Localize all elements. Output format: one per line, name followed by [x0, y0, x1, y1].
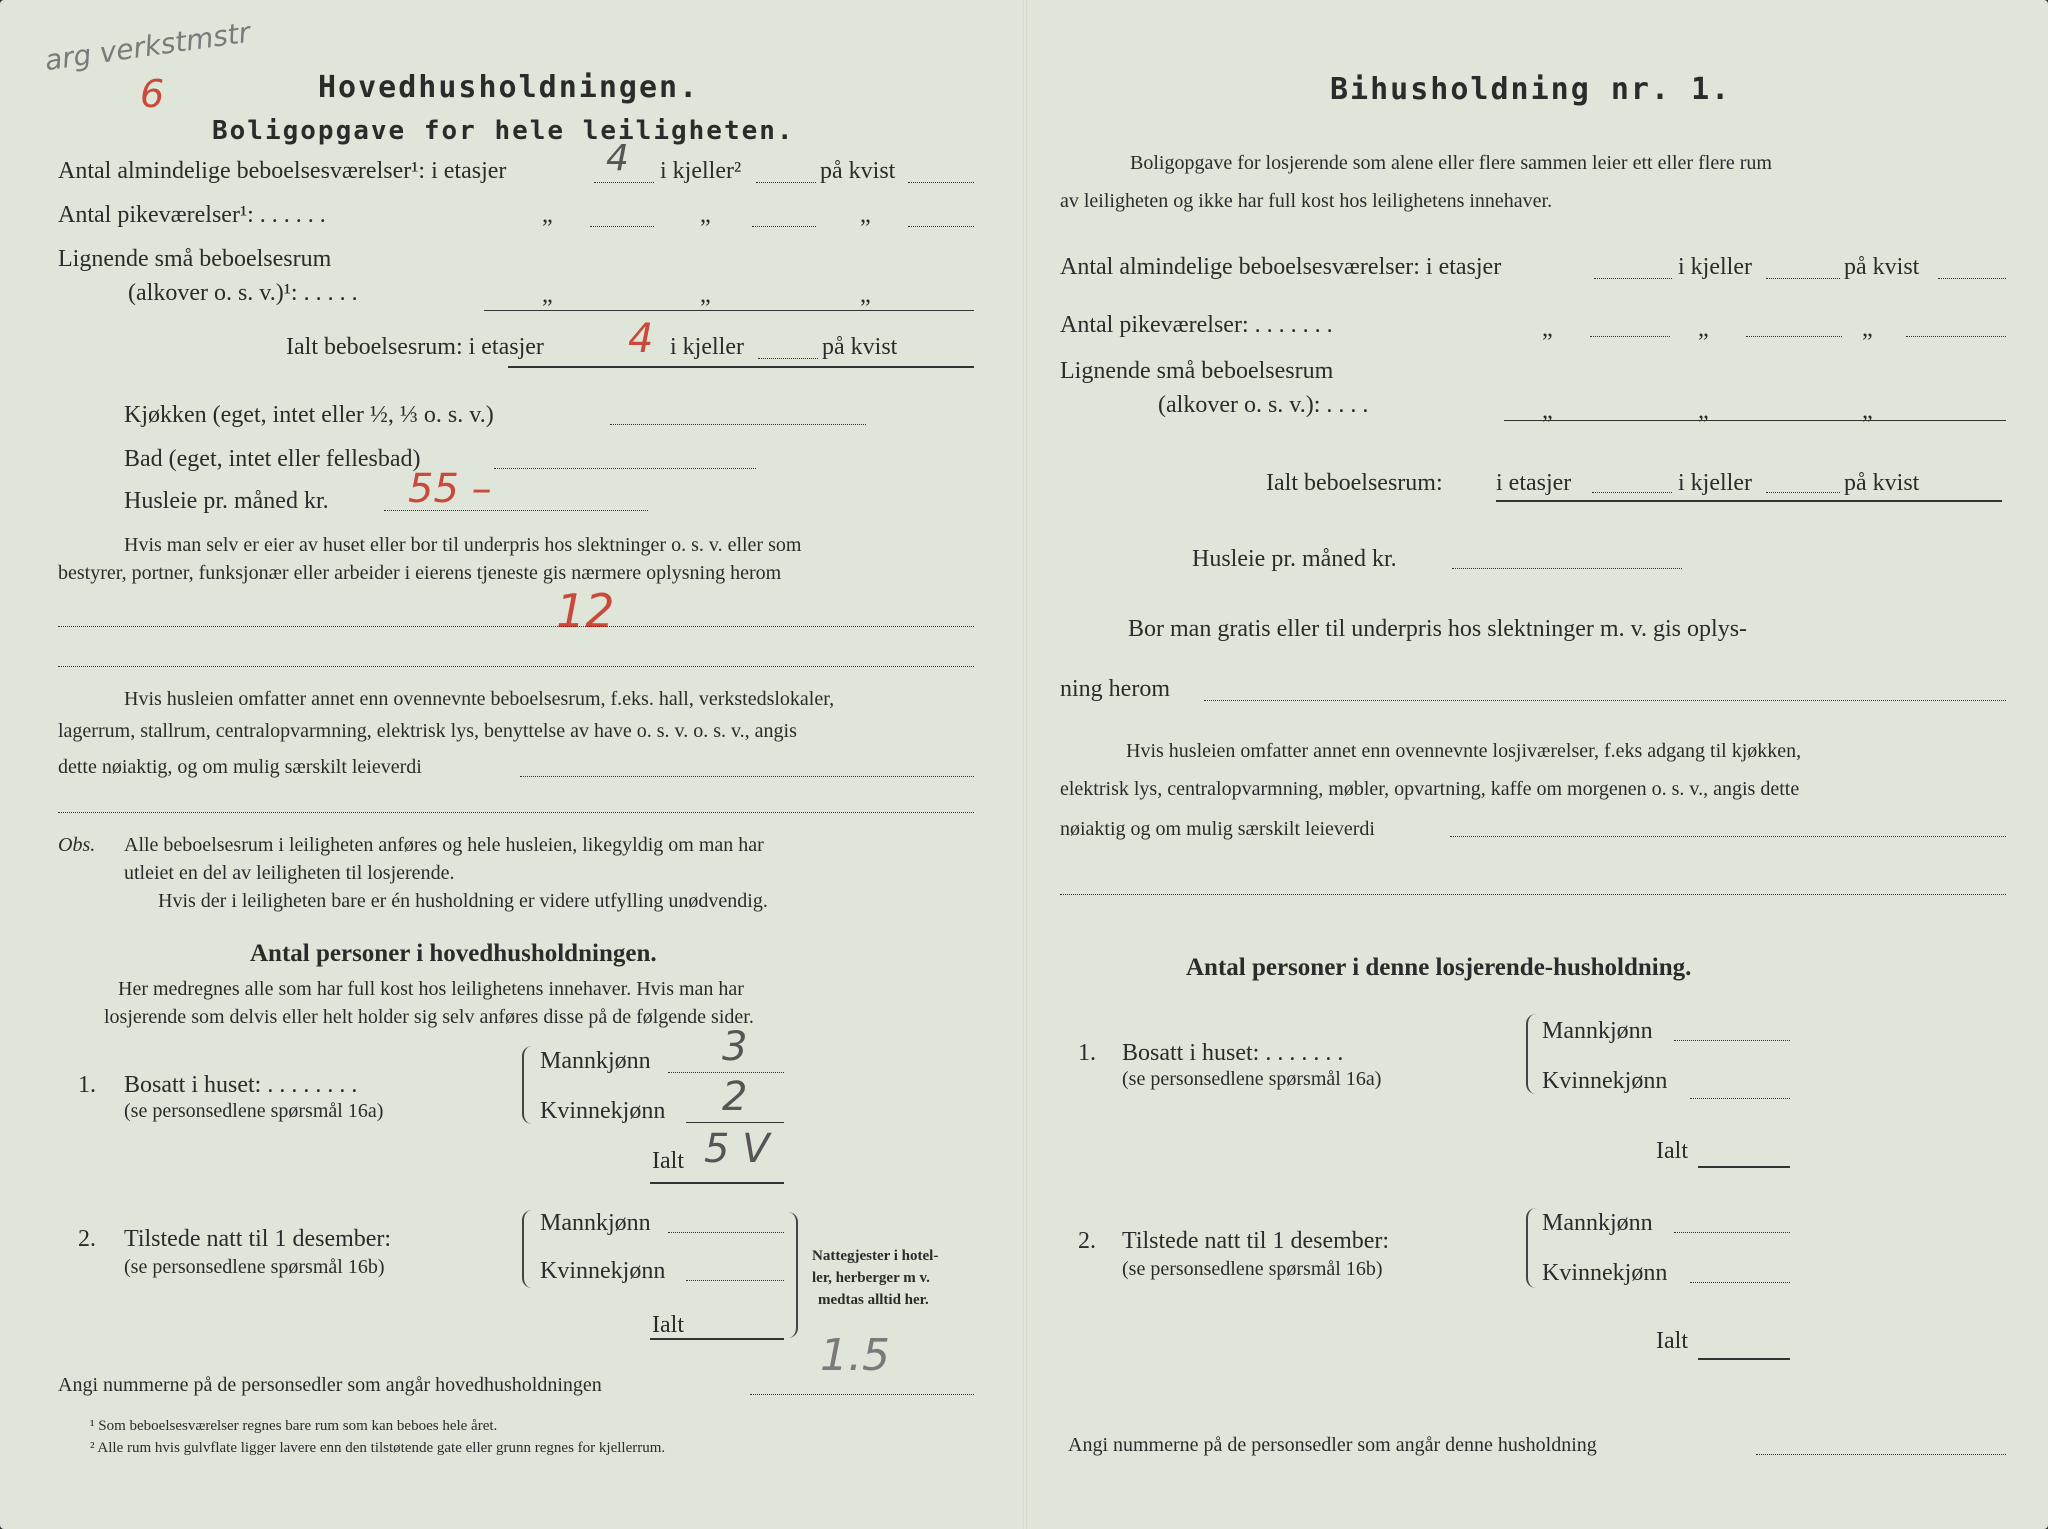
right-gratis-2: ning herom	[1060, 676, 1170, 702]
omfatter-text-3: dette nøiaktig, og om mulig særskilt leieverdi	[58, 756, 422, 778]
right-row1-etasjer-line	[1594, 278, 1672, 279]
bad-label: Bad (eget, intet eller fellesbad)	[124, 446, 421, 472]
q1-sublabel: (se personsedlene spørsmål 16a)	[124, 1100, 384, 1122]
right-row2-line-3	[1906, 336, 2006, 337]
eier-value: 12	[556, 584, 615, 638]
right-ialt-kvist: på kvist	[1844, 470, 1920, 496]
right-q1-kvinne-line	[1690, 1098, 1790, 1099]
right-ialt-underline	[1496, 500, 2002, 502]
q2-kvinne-line	[686, 1280, 784, 1281]
row2-ditto-1: „	[542, 202, 553, 228]
nattegjester-text-1: Nattegjester i hotel-	[812, 1248, 939, 1264]
row1-kjeller-label: i kjeller²	[660, 158, 742, 184]
omfatter-text-2: lagerrum, stallrum, centralopvarmning, elektrisk lys, benyttelse av have o. s. v. o. s. v., angis	[58, 720, 797, 742]
row1-etasjer-value: 4	[606, 138, 629, 179]
q2-mann-line	[668, 1232, 784, 1233]
persons-text-2: losjerende som delvis eller helt holder sig selv anføres disse på de følgende sider.	[104, 1006, 754, 1028]
right-row2-line-1	[1590, 336, 1670, 337]
right-row3b-label: (alkover o. s. v.): . . . .	[1158, 392, 1369, 418]
ialt-etasjer-value: 4	[628, 316, 654, 362]
right-ialt-label: Ialt beboelsesrum:	[1266, 470, 1443, 496]
right-row2-ditto-1: „	[1542, 316, 1553, 342]
right-angi-text: Angi nummerne på de personsedler som angår denne husholdning	[1068, 1434, 1597, 1456]
q1-mann-line	[668, 1072, 784, 1073]
q1-mann-label: Mannkjønn	[540, 1048, 651, 1074]
row2-label: Antal pikeværelser¹: . . . . . .	[58, 202, 326, 228]
right-page	[1026, 0, 2048, 1529]
q2-label: Tilstede natt til 1 desember:	[124, 1226, 392, 1252]
annotation-number: 6	[140, 72, 165, 116]
right-q1-number: 1.	[1078, 1040, 1096, 1066]
q1-ialt-label: Ialt	[652, 1148, 684, 1174]
right-ialt-kjeller-line	[1766, 492, 1840, 493]
eier-line-1	[58, 626, 974, 627]
q1-number: 1.	[78, 1072, 96, 1098]
right-row1-kvist-line	[1938, 278, 2006, 279]
ialt-underline	[508, 366, 974, 368]
right-q2-number: 2.	[1078, 1228, 1096, 1254]
omfatter-text-1: Hvis husleien omfatter annet enn ovennevnte beboelsesrum, f.eks. hall, verkstedslokaler,	[124, 688, 835, 710]
husleie-line	[384, 510, 648, 511]
right-gratis-1: Bor man gratis eller til underpris hos slektninger m. v. gis oplys-	[1128, 616, 1748, 642]
right-omfatter-2: elektrisk lys, centralopvarmning, møbler, opvartning, kaffe om morgenen o. s. v., angis dette	[1060, 778, 1800, 800]
footnote-2: ² Alle rum hvis gulvflate ligger lavere enn den tilstøtende gate eller grunn regnes for kjellerrum.	[90, 1440, 666, 1456]
pencil-annotation-top: arg verkstmstr	[42, 15, 253, 78]
right-q2-ialt-label: Ialt	[1656, 1328, 1688, 1354]
q1-label: Bosatt i huset: . . . . . . . .	[124, 1072, 358, 1098]
right-omfatter-line-1	[1450, 836, 2006, 837]
nattegjester-text-3: medtas alltid her.	[818, 1292, 929, 1308]
right-husleie-line	[1452, 568, 1682, 569]
obs-label: Obs.	[58, 834, 96, 856]
husleie-value: 55 –	[408, 466, 492, 512]
right-row2-line-2	[1746, 336, 1842, 337]
obs-text-3: Hvis der i leiligheten bare er én husholdning er videre utfylling unødvendig.	[158, 890, 768, 912]
eier-text-2: bestyrer, portner, funksjonær eller arbeider i eierens tjeneste gis nærmere oplysning herom	[58, 562, 782, 584]
row1-label: Antal almindelige beboelsesværelser¹: i etasjer	[58, 158, 507, 184]
page-subtitle: Boligopgave for hele leiligheten.	[212, 116, 795, 146]
kjokken-label: Kjøkken (eget, intet eller ½, ⅓ o. s. v.)	[124, 402, 494, 428]
nattegjester-text-2: ler, herberger m v.	[812, 1270, 930, 1286]
right-ialt-etasjer: i etasjer	[1496, 470, 1572, 496]
ialt-kvist-label: på kvist	[822, 334, 898, 360]
right-q2-kvinne-line	[1690, 1282, 1790, 1283]
right-q2-kvinne-label: Kvinnekjønn	[1542, 1260, 1668, 1286]
right-row1-kjeller: i kjeller	[1678, 254, 1752, 280]
q1-kvinne-label: Kvinnekjønn	[540, 1098, 666, 1124]
row1-kjeller-line	[756, 182, 816, 183]
row2-line-2	[752, 226, 816, 227]
right-q2-label: Tilstede natt til 1 desember:	[1122, 1228, 1390, 1254]
omfatter-line-1	[520, 776, 974, 777]
omfatter-line-2	[58, 812, 974, 813]
right-q2-sublabel: (se personsedlene spørsmål 16b)	[1122, 1258, 1383, 1280]
right-omfatter-3: nøiaktig og om mulig særskilt leieverdi	[1060, 818, 1375, 840]
q2-number: 2.	[78, 1226, 96, 1252]
right-gratis-line	[1204, 700, 2006, 701]
row1-kvist-label: på kvist	[820, 158, 896, 184]
right-q2-ialt-line	[1698, 1358, 1790, 1360]
right-q1-kvinne-label: Kvinnekjønn	[1542, 1068, 1668, 1094]
angi-text: Angi nummerne på de personsedler som angår hovedhusholdningen	[58, 1374, 602, 1396]
angi-line	[750, 1394, 974, 1395]
row2-line-1	[590, 226, 654, 227]
q2-ialt-line	[650, 1338, 784, 1340]
pencil-total-value: 1.5	[820, 1330, 890, 1381]
right-row1-label: Antal almindelige beboelsesværelser: i etasjer	[1060, 254, 1502, 280]
right-ialt-etasjer-line	[1592, 492, 1672, 493]
row1-etasjer-line	[594, 182, 654, 183]
right-q1-mann-line	[1674, 1040, 1790, 1041]
right-husleie-label: Husleie pr. måned kr.	[1192, 546, 1397, 572]
footnote-1: ¹ Som beboelsesværelser regnes bare rum som kan beboes hele året.	[90, 1418, 498, 1434]
right-persons-title: Antal personer i denne losjerende-husholdning.	[1186, 954, 1692, 981]
obs-text-1: Alle beboelsesrum i leiligheten anføres og hele husleien, likegyldig om man har	[124, 834, 764, 856]
right-row2-label: Antal pikeværelser: . . . . . . .	[1060, 312, 1333, 338]
right-row2-ditto-2: „	[1698, 316, 1709, 342]
ialt-kjeller-line	[758, 358, 818, 359]
right-q2-mann-label: Mannkjønn	[1542, 1210, 1653, 1236]
right-intro-2: av leiligheten og ikke har full kost hos leilighetens innehaver.	[1060, 190, 1553, 212]
right-row3-line	[1504, 420, 2006, 421]
q2-kvinne-label: Kvinnekjønn	[540, 1258, 666, 1284]
ialt-label: Ialt beboelsesrum: i etasjer	[286, 334, 544, 360]
right-ialt-kjeller: i kjeller	[1678, 470, 1752, 496]
right-row2-ditto-3: „	[1862, 316, 1873, 342]
row2-line-3	[908, 226, 974, 227]
ialt-kjeller-label: i kjeller	[670, 334, 744, 360]
right-row1-kvist: på kvist	[1844, 254, 1920, 280]
persons-text-1: Her medregnes alle som har full kost hos leilighetens innehaver. Hvis man har	[118, 978, 744, 1000]
row3-ditto-3: „	[860, 282, 871, 308]
row2-ditto-2: „	[700, 202, 711, 228]
right-q2-mann-line	[1674, 1232, 1790, 1233]
q1-ialt-value: 5 V	[704, 1126, 770, 1172]
right-row3-ditto-3: „	[1862, 398, 1873, 424]
q1-kvinne-line	[686, 1122, 784, 1123]
eier-line-2	[58, 666, 974, 667]
row3-line	[484, 310, 974, 311]
right-omfatter-1: Hvis husleien omfatter annet enn ovennevnte losjiværelser, f.eks adgang til kjøkken,	[1126, 740, 1802, 762]
right-page-title: Bihusholdning nr. 1.	[1330, 72, 1732, 107]
right-q1-brace	[1526, 1014, 1538, 1094]
right-omfatter-line-2	[1060, 894, 2006, 895]
right-q1-sublabel: (se personsedlene spørsmål 16a)	[1122, 1068, 1382, 1090]
q1-kvinne-value: 2	[722, 1074, 748, 1120]
right-row1-kjeller-line	[1766, 278, 1840, 279]
right-q2-brace	[1526, 1208, 1538, 1288]
row3-label: Lignende små beboelsesrum	[58, 246, 332, 272]
row1-kvist-line	[908, 182, 974, 183]
q2-right-brace	[786, 1212, 798, 1338]
row2-ditto-3: „	[860, 202, 871, 228]
right-row3-label: Lignende små beboelsesrum	[1060, 358, 1334, 384]
q2-brace	[522, 1210, 534, 1288]
q1-mann-value: 3	[722, 1024, 748, 1070]
q1-brace	[522, 1046, 534, 1124]
q1-ialt-line	[650, 1182, 784, 1184]
row3-ditto-2: „	[700, 282, 711, 308]
right-q1-label: Bosatt i huset: . . . . . . .	[1122, 1040, 1344, 1066]
right-q1-mann-label: Mannkjønn	[1542, 1018, 1653, 1044]
row3b-label: (alkover o. s. v.)¹: . . . . .	[128, 280, 358, 306]
right-q1-ialt-label: Ialt	[1656, 1138, 1688, 1164]
right-angi-line	[1756, 1454, 2006, 1455]
q2-ialt-label: Ialt	[652, 1312, 684, 1338]
row3-ditto-1: „	[542, 282, 553, 308]
q2-mann-label: Mannkjønn	[540, 1210, 651, 1236]
q2-sublabel: (se personsedlene spørsmål 16b)	[124, 1256, 385, 1278]
bad-line	[494, 468, 756, 469]
husleie-label: Husleie pr. måned kr.	[124, 488, 329, 514]
right-row3-ditto-1: „	[1542, 398, 1553, 424]
right-intro-1: Boligopgave for losjerende som alene eller flere sammen leier ett eller flere rum	[1130, 152, 1772, 174]
obs-text-2: utleiet en del av leiligheten til losjerende.	[124, 862, 455, 884]
persons-title: Antal personer i hovedhusholdningen.	[250, 940, 657, 967]
kjokken-line	[610, 424, 866, 425]
right-row3-ditto-2: „	[1698, 398, 1709, 424]
page-title: Hovedhusholdningen.	[318, 70, 700, 105]
right-q1-ialt-line	[1698, 1166, 1790, 1168]
eier-text-1: Hvis man selv er eier av huset eller bor til underpris hos slektninger o. s. v. eller som	[124, 534, 802, 556]
